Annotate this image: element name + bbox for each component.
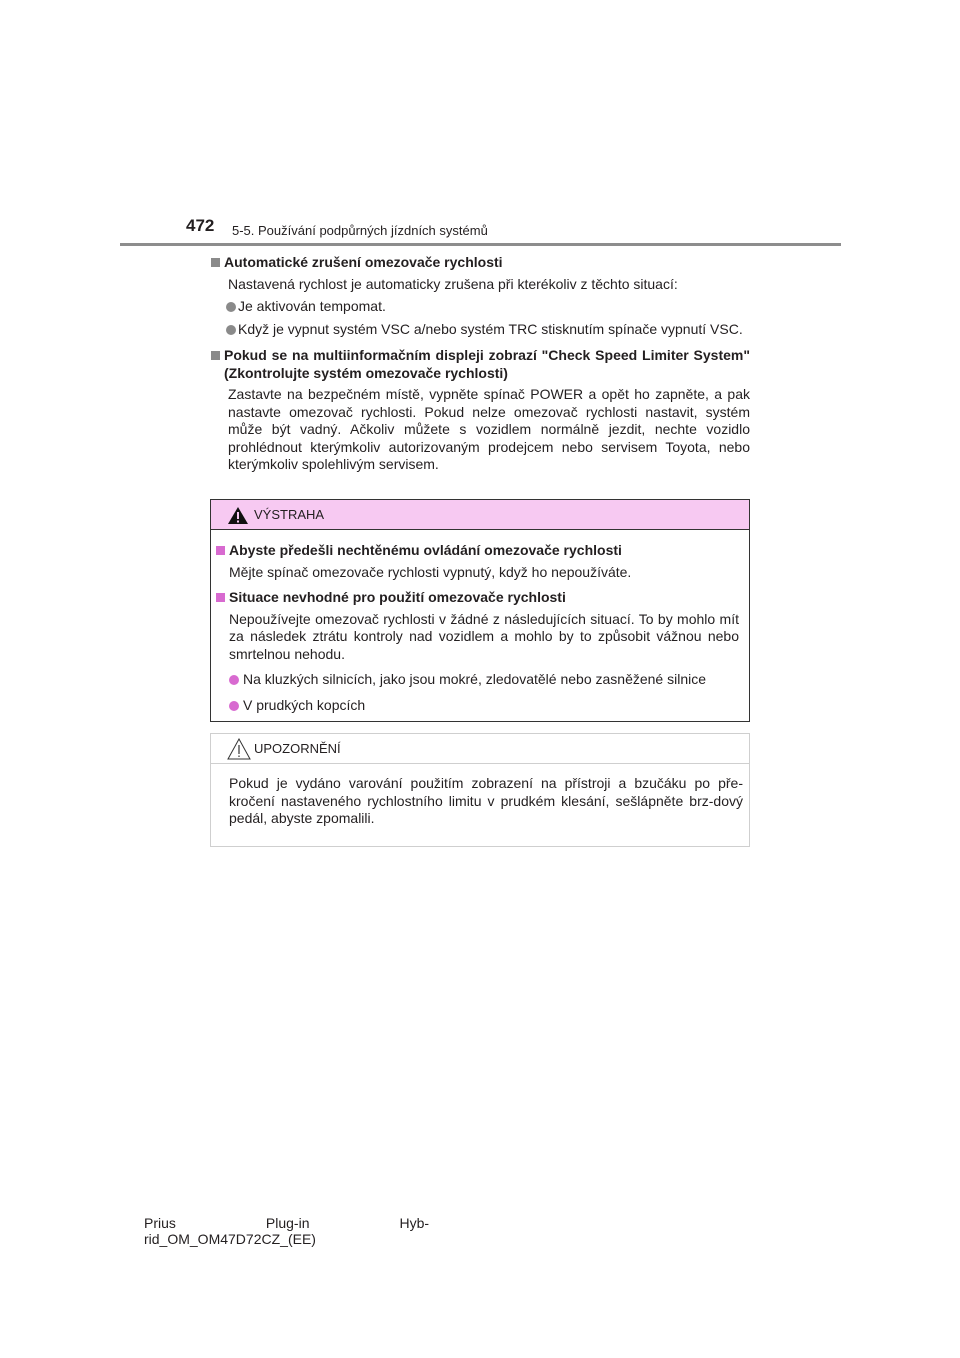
- footer-doc-code: rid_OM_OM47D72CZ_(EE): [144, 1231, 316, 1247]
- notice-box: [210, 733, 750, 847]
- header-rule: [120, 243, 841, 246]
- notice-title: UPOZORNĚNÍ: [254, 741, 341, 756]
- footer-model-type: Hyb-: [399, 1215, 430, 1231]
- caution-triangle-icon: [227, 738, 251, 760]
- warning-header: [211, 500, 749, 530]
- warning-title: VÝSTRAHA: [254, 507, 325, 522]
- warning-bullet: Na kluzkých silnicích, jako jsou mokré, zledovatělé nebo zasněžené silnice: [229, 671, 739, 689]
- section-title: 5-5. Používání podpůrných jízdních systémů: [232, 223, 488, 238]
- auto-cancel-bullet: Je aktivován tempomat.: [210, 298, 750, 316]
- auto-cancel-heading: Automatické zrušení omezovače rychlosti: [210, 254, 750, 272]
- check-message-heading: Pokud se na multiinformačním displeji zobrazí "Check Speed Limiter System" (Zkontrolujte systém omezovače rychlosti): [210, 347, 750, 382]
- footer-model-variant: Plug-in: [265, 1215, 310, 1231]
- auto-cancel-intro: Nastavená rychlost je automaticky zrušena při kterékoliv z těchto situací:: [228, 275, 678, 292]
- warning-body: [211, 530, 749, 714]
- footer: [144, 1215, 429, 1247]
- auto-cancel-bullet: Když je vypnut systém VSC a/nebo systém TRC stisknutím spínače vypnutí VSC.: [210, 321, 750, 339]
- main-content: [210, 254, 750, 474]
- footer-model: Prius: [144, 1215, 176, 1231]
- warning-section-heading: Situace nevhodné pro použití omezovače rychlosti: [215, 589, 739, 607]
- warning-section-text: Mějte spínač omezovače rychlosti vypnutý, když ho nepoužíváte.: [229, 563, 632, 580]
- check-message-body: Zastavte na bezpečném místě, vypněte spínač POWER a opět ho zapněte, a pak nastavte omezovač rychlosti. Pokud nelze omezovač rychlosti nastavit, systém může být vadný. Ačkoliv můžete s vozidlem normálně jezdit, nechte vozidlo prohlédnout kterýmkoliv autorizovaným prodejcem nebo servisem Toyota, nebo kterýmkoliv spolehlivým servisem.: [228, 386, 750, 472]
- warning-section-heading: Abyste předešli nechtěnému ovládání omezovače rychlosti: [215, 542, 739, 560]
- warning-box: [210, 499, 750, 722]
- warning-bullet: V prudkých kopcích: [229, 697, 739, 715]
- warning-section-text: Nepoužívejte omezovač rychlosti v žádné z následujících situací. To by mohlo mít za následek ztrátu kontroly nad vozidlem a mohlo by to způsobit vážnou nebo smrtelnou nehodu.: [229, 610, 739, 662]
- warning-triangle-icon: [227, 506, 249, 525]
- notice-header: [211, 734, 749, 764]
- notice-text: Pokud je vydáno varování použitím zobrazení na přístroji a bzučáku po pře-kročení nastaveného rychlostního limitu v prudkém klesání, sešlápněte brz-dový pedál, abyste zpomalili.: [229, 775, 743, 826]
- page-number: 472: [186, 216, 215, 235]
